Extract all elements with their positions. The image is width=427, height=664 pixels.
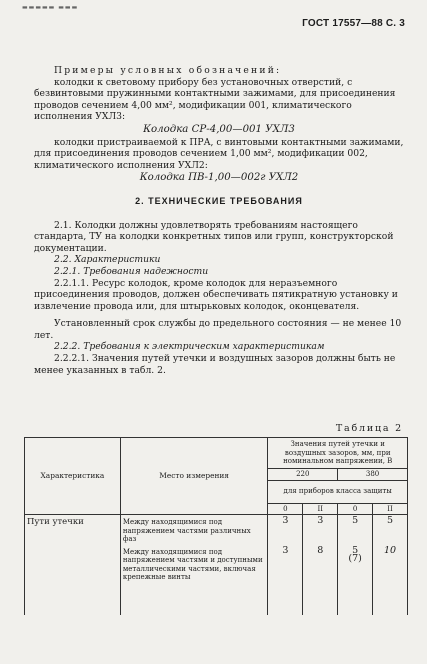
example-code-2: Колодка ПВ-1,00—002г УХЛ2	[139, 172, 299, 184]
value-cell: 10	[373, 545, 408, 615]
value-cell: 8	[303, 545, 338, 615]
section-title: 2. ТЕХНИЧЕСКИЕ ТРЕБОВАНИЯ	[135, 195, 303, 206]
document-body	[34, 65, 404, 376]
place-1: Между находящимися под напряжением частями различных фаз	[122, 518, 251, 543]
value-cell: 3	[303, 515, 338, 545]
value: 5	[352, 544, 359, 556]
header-place: Место измерения	[120, 438, 268, 515]
table-2	[24, 437, 408, 615]
value-cell: 3	[268, 545, 303, 615]
class-cell: II	[303, 503, 338, 515]
empty-cell	[25, 545, 121, 615]
header-characteristic: Характеристика	[25, 438, 121, 515]
example-para-1: колодки к световому прибору без установочных отверстий, с безвинтовыми пружинными контактными зажимами, для присоединения проводов сечением 4,00 мм², модификации 001, климатического исполнения УХЛ3:	[34, 76, 396, 123]
header-380: 380	[338, 469, 408, 481]
class-cell: 0	[338, 503, 373, 515]
page-header: ГОСТ 17557—88 С. 3	[302, 18, 405, 29]
place-cell-2	[120, 545, 268, 615]
header-protection: для приборов класса защиты	[268, 480, 408, 503]
para-2-2: 2.2. Характеристики	[54, 254, 161, 266]
header-values: Значения путей утечки и воздушных зазоров, мм, при номинальном напряжении, В	[268, 438, 408, 469]
header-220: 220	[268, 469, 338, 481]
class-cell: II	[373, 503, 408, 515]
place-cell-1	[120, 515, 268, 545]
table-caption: Таблица 2	[335, 423, 403, 434]
example-code-1: Колодка СР-4,00—001 УХЛ3	[143, 123, 295, 135]
row-characteristic: Пути утечки	[25, 515, 121, 545]
para-2-2-1: 2.2.1. Требования надежности	[54, 265, 209, 277]
para-2-2-1-1: 2.2.1.1. Ресурс колодок, кроме колодок для неразъемного присоединения проводов, должен обеспечивать пятикратную установку и извлечение провода или, для штырьковых колодок, оконцевателя.	[34, 277, 398, 312]
examples-heading: Примеры условных обозначений:	[54, 65, 282, 76]
place-2: Между находящимися под напряжением частями и доступными металлическими частями, включая крепежные винты	[122, 547, 263, 581]
example-para-2: колодки пристраиваемой к ПРА, с винтовыми контактными зажимами, для присоединения проводов сечением 1,00 мм², модификации 002, климатического исполнения УХЛ2:	[34, 136, 404, 171]
scan-mark: ▬▬▬▬▬ ▬▬▬	[22, 4, 79, 11]
value-cell: 5	[373, 515, 408, 545]
class-cell: 0	[268, 503, 303, 515]
value-extra: (7)	[348, 553, 362, 564]
value-cell: 3	[268, 515, 303, 545]
para-service-life: Установленный срок службы до предельного состояния — не менее 10 лет.	[34, 318, 402, 341]
para-2-2-2: 2.2.2. Требования к электрическим характеристикам	[54, 341, 325, 353]
value-cell	[338, 545, 373, 615]
para-2-2-2-1: 2.2.2.1. Значения путей утечки и воздушных зазоров должны быть не менее указанных в табл. 2.	[34, 353, 396, 376]
para-2-1: 2.1. Колодки должны удовлетворять требованиям настоящего стандарта, ТУ на колодки конкретных типов или групп, конструкторской документации.	[34, 219, 394, 254]
value-cell: 5	[338, 515, 373, 545]
